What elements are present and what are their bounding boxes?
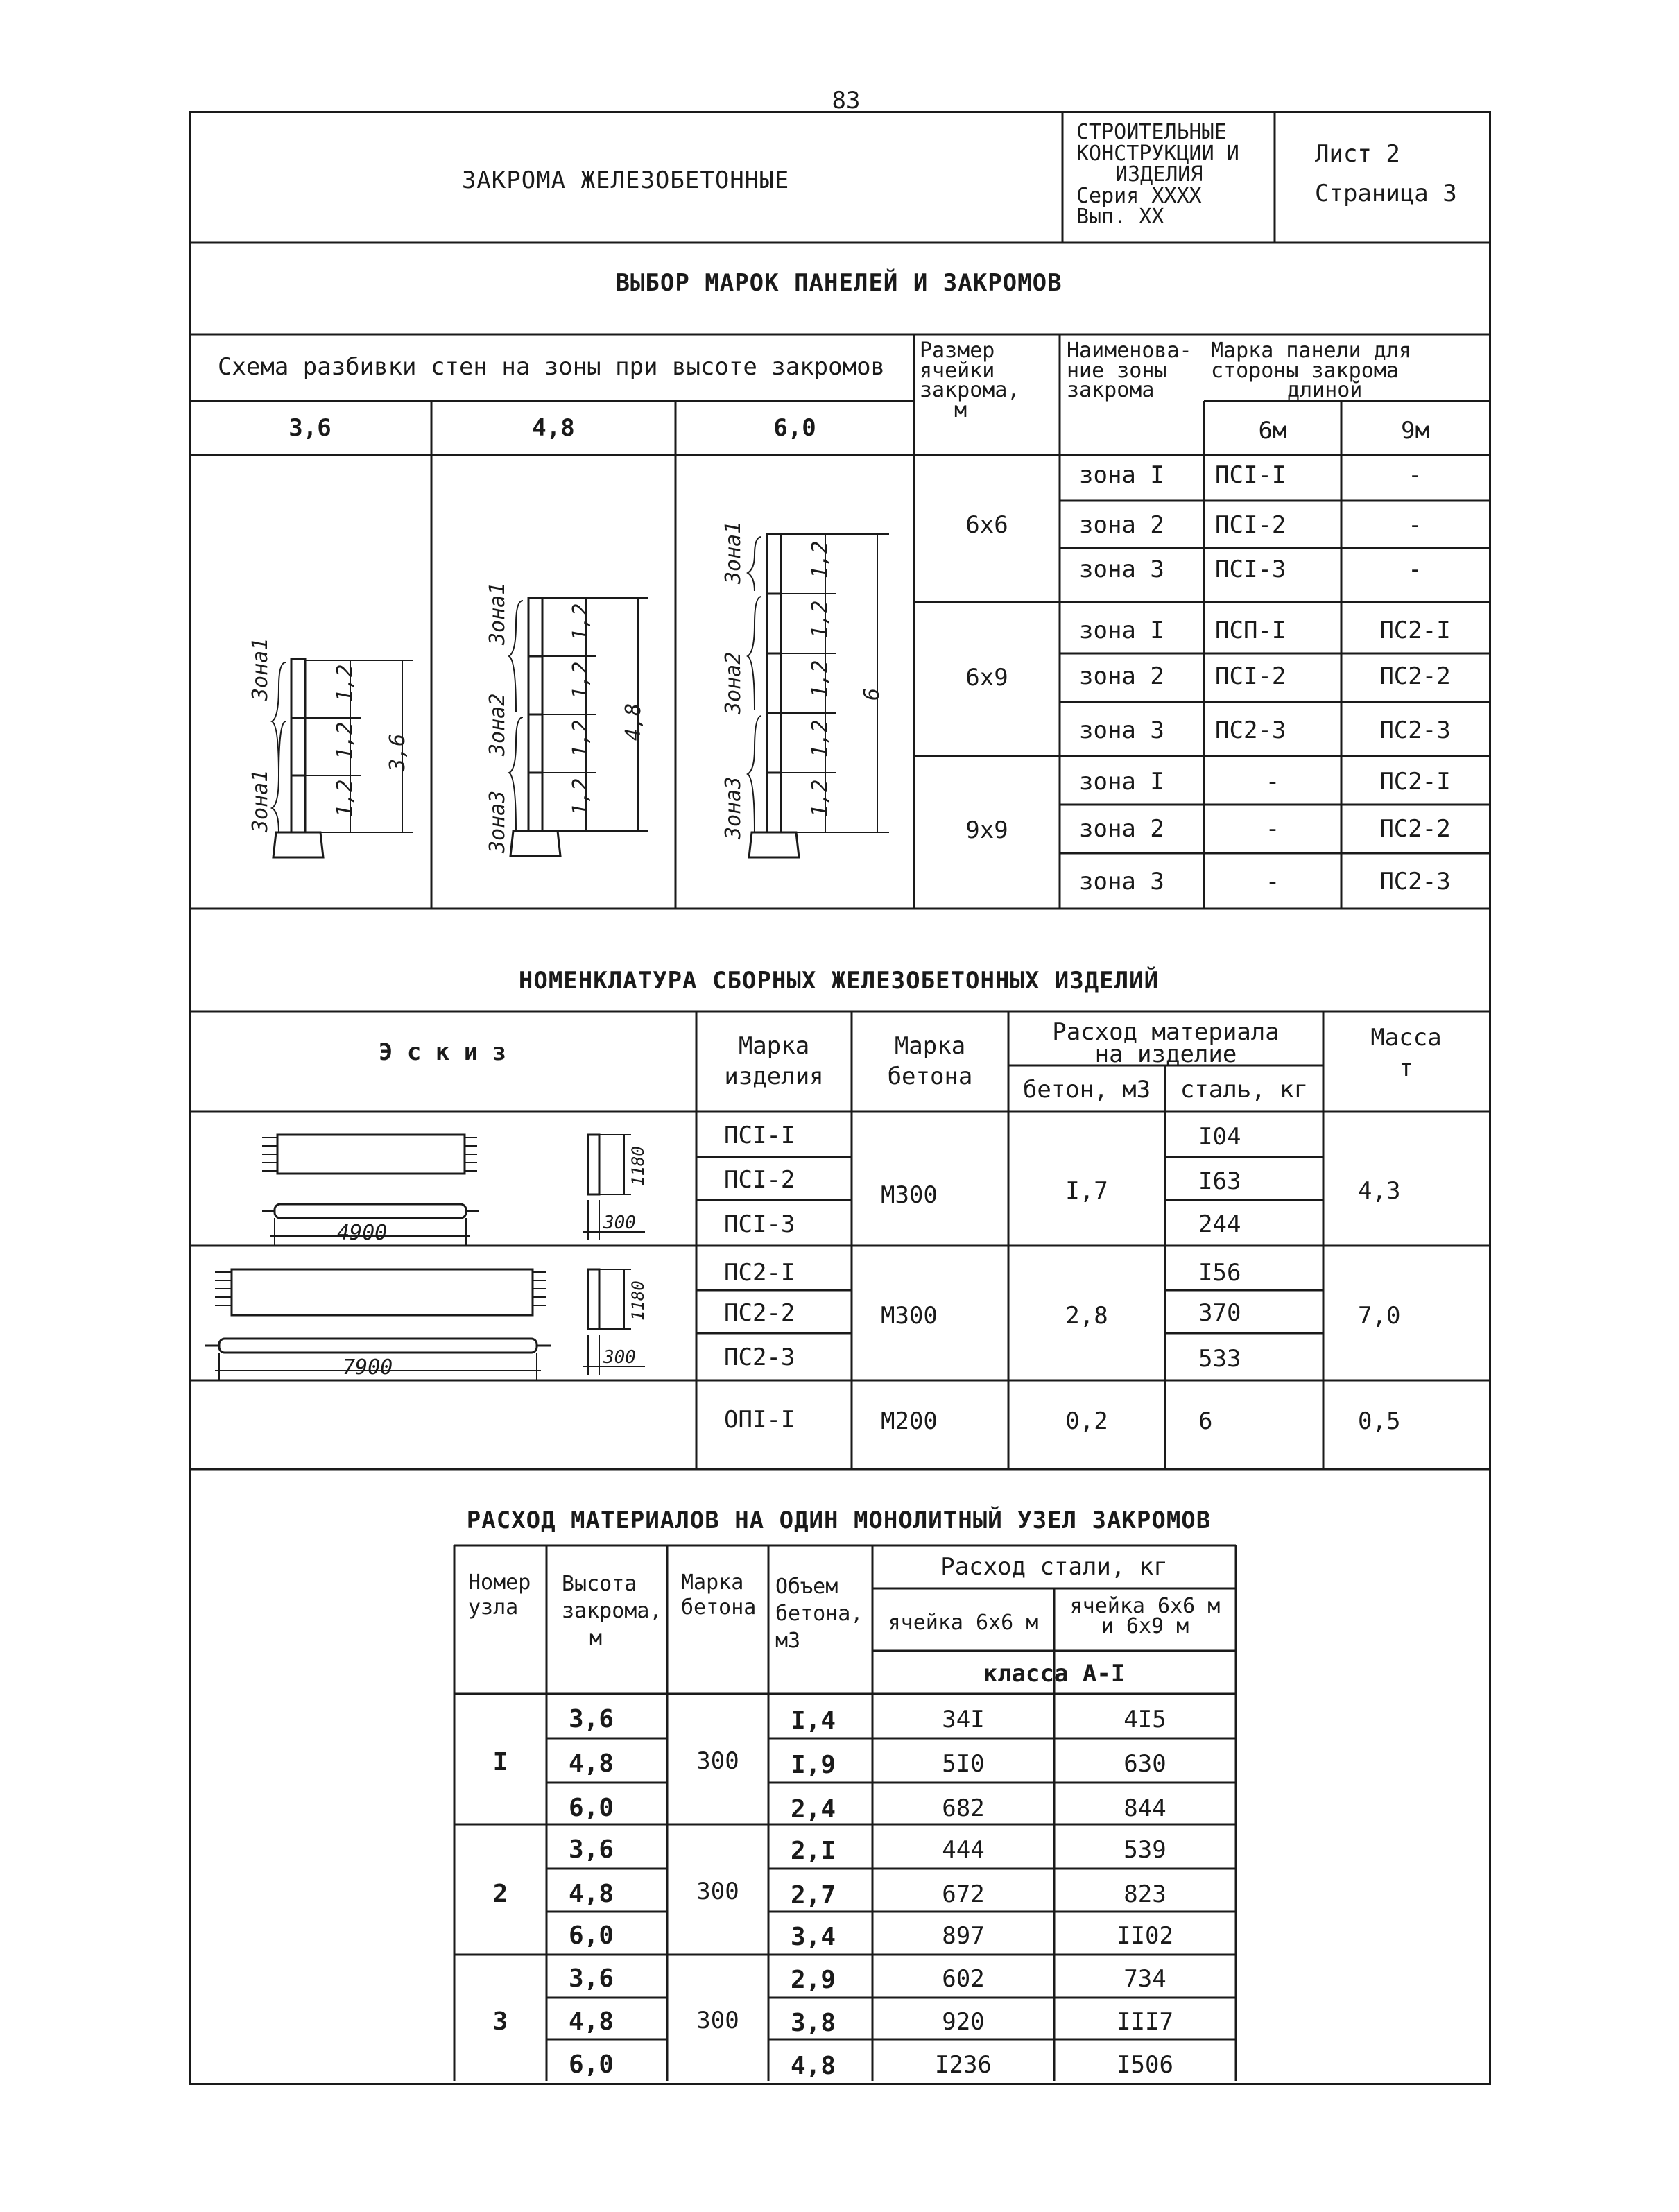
header-line: Марка [894,1032,966,1060]
steel-cell-6x9: 844 [1123,1794,1166,1822]
sketch-dim-width: 300 [603,1347,636,1368]
bin-height-header [562,1570,662,1652]
panel-mark-6m: - [1265,868,1280,895]
steel-cell-6x6: 682 [942,1794,985,1822]
header-line: бетона [681,1595,757,1620]
header-line: бетона, [775,1602,863,1626]
product-mass: 7,0 [1358,1302,1401,1330]
panel-mark-9m: - [1408,511,1422,539]
cell-6x6-header: ячейка 6х6 м [888,1611,1039,1635]
header-line: Объем [775,1575,838,1599]
panel-mark-6m: - [1265,768,1280,796]
header-line: Высота [562,1572,637,1596]
zone-label: зона 2 [1079,511,1164,539]
zone-label: зона 3 [1079,556,1164,583]
zone-label: зона 3 [1079,868,1164,895]
steel-amount: 370 [1198,1299,1241,1327]
series-line: Серия XXXX [1076,183,1202,208]
panel-mark-6m: ПСI-I [1215,461,1286,489]
header-line: ячейка 6х6 м [1069,1594,1221,1618]
steel-cell-6x9: 630 [1123,1750,1166,1778]
panel-mark-6m: ПСI-3 [1215,556,1286,583]
header-line: Масса [1370,1024,1442,1052]
steel-cell-6x9: III7 [1117,2008,1173,2036]
steel-cell-6x9: 823 [1123,1880,1166,1908]
monolithic-title: РАСХОД МАТЕРИАЛОВ НА ОДИН МОНОЛИТНЫЙ УЗЕЛ ЗАКРОМОВ [466,1507,1212,1534]
concrete-volume: 2,8 [1065,1302,1108,1330]
series-line: СТРОИТЕЛЬНЫЕ [1076,120,1227,144]
product-mark: ОПI-I [724,1406,795,1434]
node-number: 2 [492,1880,508,1908]
bin-height: 6,0 [569,1921,614,1950]
series-line: ИЗДЕЛИЯ [1115,162,1203,187]
product-mark: ПСI-3 [724,1210,795,1238]
concrete-grade: М300 [881,1181,938,1209]
diagram-dim-label: 1,2 [333,779,357,817]
concrete-volume: 2,I [791,1837,836,1865]
panel-mark-6m: ПСI-2 [1215,662,1286,690]
concrete-volume-header [775,1573,863,1654]
diagram-dim-label: 1,2 [808,660,832,698]
concrete-volume: I,9 [791,1751,836,1779]
series-line: КОНСТРУКЦИИ И [1076,141,1239,166]
zone-label: зона 3 [1079,717,1164,744]
diagram-dim-label: 1,2 [808,719,832,757]
panel-mark-6m: ПС2-3 [1215,717,1286,744]
diagram-dim-label: 3,6 [386,733,410,771]
header-line: Наименова- [1067,338,1192,363]
steel-amount: I04 [1198,1123,1241,1151]
sketch-header: Э с к и з [378,1038,507,1066]
steel-amount: I56 [1198,1259,1241,1287]
zone-label: зона I [1079,768,1164,796]
steel-cell-6x6: 602 [942,1965,985,1993]
length-6m-header: 6м [1258,417,1287,445]
zone-label: зона 2 [1079,662,1164,690]
header-line: Номер [468,1570,531,1595]
node-number: I [492,1748,508,1776]
bin-height: 4,8 [569,1749,614,1778]
concrete-volume: 3,4 [791,1923,836,1951]
bin-height: 6,0 [569,2050,614,2079]
cell-size-6x6: 6x6 [965,511,1008,539]
concrete-m3-header: бетон, м3 [1022,1076,1151,1104]
diagram-zone-label: Зона1 [485,582,510,645]
header-line: Марка [738,1032,810,1060]
sheet-number: Лист 2 [1315,140,1400,168]
panel-mark-9m: - [1408,556,1422,583]
concrete-volume: 2,7 [791,1881,836,1910]
steel-amount: 533 [1198,1345,1241,1373]
steel-amount: I63 [1198,1167,1241,1195]
steel-cell-6x9: I506 [1117,2051,1173,2079]
steel-cell-6x9: 4I5 [1123,1706,1166,1733]
product-mark: ПС2-2 [724,1299,795,1327]
concrete-volume: 4,8 [791,2052,836,2080]
sketch-dim-length: 7900 [343,1355,393,1380]
steel-amount: 244 [1198,1210,1241,1238]
panel-mark-9m: ПС2-2 [1379,815,1451,843]
bin-height: 3,6 [569,1705,614,1733]
diagram-dim-label: 1,2 [569,661,593,699]
header-line: м [589,1626,603,1650]
sketch-dim-width: 300 [603,1212,636,1233]
diagram-dim-label: 1,2 [808,540,832,578]
diagram-dim-label: 1,2 [333,721,357,760]
header-line: т [1399,1054,1413,1083]
header-line: закрома, [562,1599,662,1623]
nomenclature-title: НОМЕНКЛАТУРА СБОРНЫХ ЖЕЛЕЗОБЕТОННЫХ ИЗДЕЛИЙ [518,967,1160,995]
bin-height: 3,6 [569,1964,614,1993]
header-line: м [954,397,967,422]
cell-size-9x9: 9x9 [965,816,1008,844]
product-mark: ПС2-3 [724,1344,795,1371]
header-line: стороны закрома [1211,358,1399,383]
cell-size-6x9: 6x9 [965,664,1008,692]
steel-cell-6x6: I236 [935,2051,992,2079]
concrete-volume: I,7 [1065,1177,1108,1205]
height-header-3-6: 3,6 [289,414,332,442]
steel-cell-6x9: II02 [1117,1922,1173,1950]
header-line: закрома [1067,378,1155,402]
header-line: ние зоны [1067,358,1167,383]
diagram-dim-label: 1,2 [569,603,593,641]
diagram-zone-label: Зона1 [721,521,746,584]
page-label: Страница 3 [1315,180,1457,207]
panel-mark-6m: ПСП-I [1215,617,1286,644]
length-9m-header: 9м [1401,417,1429,445]
sketch-dim-length: 4900 [337,1221,388,1245]
steel-cell-6x9: 539 [1123,1836,1166,1864]
diagram-dim-label: 4,8 [621,703,646,741]
header-line: и 6х9 м [1101,1613,1189,1638]
header-line: закрома, [920,378,1020,402]
height-header-4-8: 4,8 [532,414,575,442]
zone-label: зона 2 [1079,815,1164,843]
steel-amount: 6 [1198,1407,1213,1435]
header-line: изделия [724,1063,824,1091]
zone-label: зона I [1079,617,1164,644]
product-mark: ПСI-I [724,1122,795,1149]
diagram-zone-label: Зона1 [248,769,273,832]
cell-6x9-header [1054,1594,1236,1638]
concrete-volume: 0,2 [1065,1407,1108,1435]
concrete-grade: 300 [696,1747,739,1775]
steel-cell-6x9: 734 [1123,1965,1166,1993]
selection-title: ВЫБОР МАРОК ПАНЕЛЕЙ И ЗАКРОМОВ [615,269,1062,297]
steel-cell-6x6: 5I0 [942,1750,985,1778]
concrete-grade: М200 [881,1407,938,1435]
document-title: ЗАКРОМА ЖЕЛЕЗОБЕТОННЫЕ [461,166,790,194]
sketch-dim-height: 1180 [628,1146,648,1186]
panel-sketch-4900 [262,1135,645,1246]
product-mark: ПС2-I [724,1259,795,1287]
header-line: ячейки [920,358,995,383]
header-line: Расход материала [1052,1018,1280,1046]
header-line: длиной [1287,378,1363,402]
header-line: на изделие [1094,1040,1237,1069]
sketch-dim-height: 1180 [628,1280,648,1321]
steel-consumption-header: Расход стали, кг [940,1553,1168,1581]
panel-mark-9m: ПС2-2 [1379,662,1451,690]
panel-mark-9m: ПС2-3 [1379,868,1451,895]
concrete-volume: I,4 [791,1706,836,1735]
product-mass: 0,5 [1358,1407,1401,1435]
concrete-grade-header [681,1570,756,1620]
diagram-dim-label: 1,2 [569,719,593,757]
product-mass: 4,3 [1358,1177,1401,1205]
zone-label: зона I [1079,461,1164,489]
bin-height: 3,6 [569,1835,614,1864]
header-line: Размер [920,338,995,363]
steel-cell-6x6: 920 [942,2008,985,2036]
bin-height: 4,8 [569,2007,614,2036]
concrete-volume: 3,8 [791,2009,836,2037]
panel-mark-9m: ПС2-I [1379,617,1451,644]
diagram-zone-label: Зона3 [485,790,510,853]
diagram-zone-label: Зона2 [721,651,746,714]
concrete-grade: 300 [696,2007,739,2034]
diagram-zone-label: Зона2 [485,693,510,756]
diagram-dim-label: 1,2 [808,779,832,817]
node-number-header [468,1570,531,1620]
panel-mark-6m: - [1265,815,1280,843]
header-line: м3 [775,1629,801,1653]
steel-class-header: класса А-I [983,1660,1126,1688]
diagram-dim-label: 1,2 [569,778,593,816]
scheme-column-header: Схема разбивки стен на зоны при высоте закромов [217,353,886,381]
diagram-dim-label: 1,2 [333,664,357,702]
panel-sketch-7900 [205,1269,645,1380]
concrete-volume: 2,9 [791,1966,836,1994]
diagram-dim-label: 6 [860,687,884,701]
diagram-dim-label: 1,2 [808,600,832,638]
height-header-6-0: 6,0 [773,414,816,442]
diagram-zone-label: Зона3 [721,776,746,839]
diagram-zone-label: Зона1 [248,637,273,701]
header-line: Марка [681,1570,744,1595]
steel-cell-6x6: 672 [942,1880,985,1908]
header-line: бетона [887,1063,973,1091]
concrete-volume: 2,4 [791,1795,836,1824]
product-mark: ПСI-2 [724,1166,795,1194]
concrete-grade: 300 [696,1878,739,1905]
steel-cell-6x6: 34I [942,1706,985,1733]
page-number: 83 [832,87,861,114]
steel-cell-6x6: 444 [942,1836,985,1864]
header-line: узла [468,1595,519,1620]
steel-cell-6x6: 897 [942,1922,985,1950]
concrete-grade: М300 [881,1302,938,1330]
bin-height: 6,0 [569,1794,614,1822]
panel-mark-9m: - [1408,461,1422,489]
bin-height: 4,8 [569,1880,614,1908]
header-line: Марка панели для [1211,338,1411,363]
panel-mark-9m: ПС2-3 [1379,717,1451,744]
steel-kg-header: сталь, кг [1180,1076,1309,1104]
panel-mark-9m: ПС2-I [1379,768,1451,796]
series-line: Вып. XX [1076,205,1164,230]
panel-mark-6m: ПСI-2 [1215,511,1286,539]
node-number: 3 [492,2007,508,2036]
